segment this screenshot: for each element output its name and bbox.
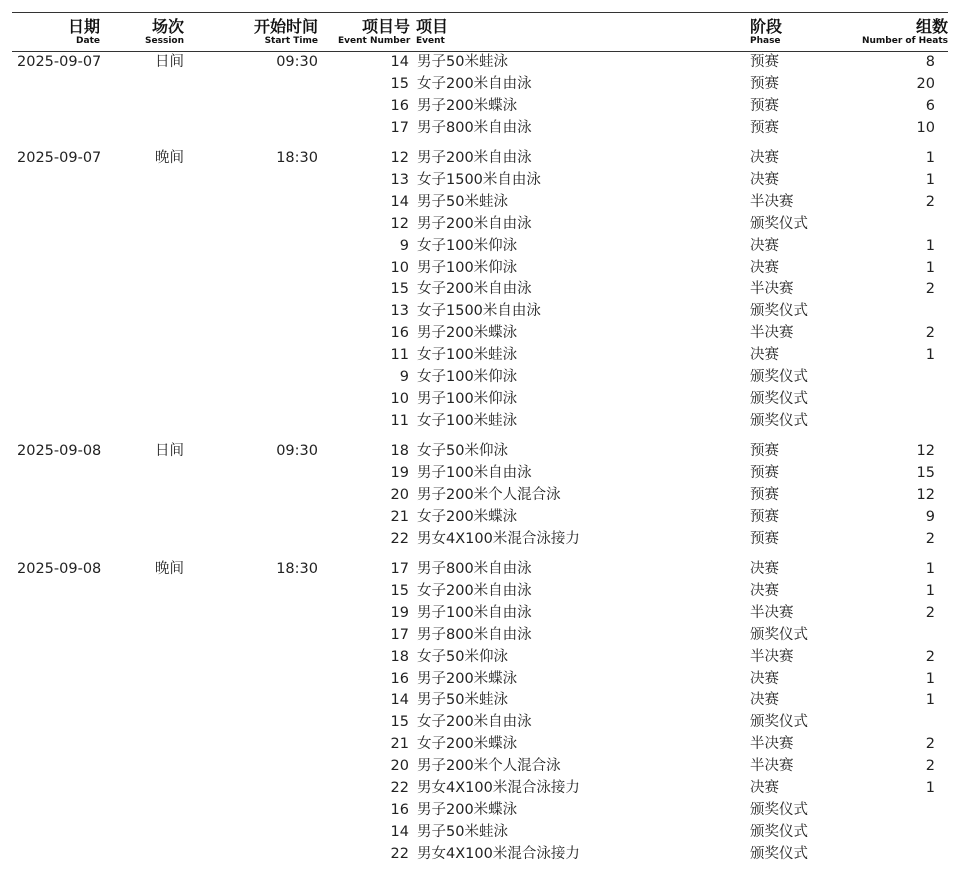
event-phase: 颁奖仪式 <box>750 390 808 407</box>
session-group <box>12 148 948 433</box>
heat-count: 1 <box>925 692 935 709</box>
header-heats-zh: 组数 <box>915 17 948 36</box>
event-number: 16 <box>390 670 409 687</box>
event-phase: 半决赛 <box>750 758 794 775</box>
event-name: 男子200米个人混合泳 <box>417 486 561 503</box>
event-phase: 半决赛 <box>750 281 794 298</box>
event-name: 男子200米蝶泳 <box>417 670 518 687</box>
table-row <box>12 712 948 734</box>
header-start-time-zh: 开始时间 <box>253 17 318 36</box>
heat-count: 1 <box>925 561 935 578</box>
session-date: 2025-09-07 <box>17 150 102 167</box>
event-name: 男子200米自由泳 <box>417 150 532 167</box>
event-number: 14 <box>390 823 409 840</box>
session-name: 晚间 <box>155 150 184 167</box>
heat-count: 10 <box>916 119 935 136</box>
header-heats <box>838 17 948 47</box>
session-name: 晚间 <box>155 561 184 578</box>
table-row <box>12 411 948 433</box>
table-row <box>12 367 948 389</box>
heat-count: 1 <box>925 259 935 276</box>
session-group <box>12 441 948 550</box>
event-number: 22 <box>390 530 409 547</box>
event-phase: 预赛 <box>750 119 779 136</box>
event-name: 男子800米自由泳 <box>417 626 532 643</box>
table-row <box>12 463 948 485</box>
table-row <box>12 170 948 192</box>
heat-count: 1 <box>925 237 935 254</box>
event-name: 男子800米自由泳 <box>417 561 532 578</box>
heat-count: 12 <box>916 443 935 460</box>
header-session <box>132 17 184 47</box>
header-date <box>12 17 100 47</box>
event-phase: 决赛 <box>750 237 779 254</box>
table-row <box>12 581 948 603</box>
event-phase: 决赛 <box>750 259 779 276</box>
event-name: 女子200米自由泳 <box>417 582 532 599</box>
header-event-number-zh: 项目号 <box>361 17 410 36</box>
table-row <box>12 214 948 236</box>
event-number: 16 <box>390 801 409 818</box>
heat-count: 9 <box>925 508 935 525</box>
table-row <box>12 529 948 551</box>
header-date-zh: 日期 <box>67 17 100 36</box>
event-number: 20 <box>390 758 409 775</box>
table-row <box>12 844 948 866</box>
session-start-time: 18:30 <box>276 561 318 578</box>
event-phase: 颁奖仪式 <box>750 215 808 232</box>
table-row <box>12 647 948 669</box>
header-phase-zh: 阶段 <box>750 17 783 36</box>
event-name: 男子100米自由泳 <box>417 465 532 482</box>
event-number: 10 <box>390 259 409 276</box>
event-phase: 颁奖仪式 <box>750 714 808 731</box>
heat-count: 2 <box>925 758 935 775</box>
table-row <box>12 485 948 507</box>
heat-count: 1 <box>925 780 935 796</box>
table-row <box>12 507 948 529</box>
event-number: 15 <box>390 75 409 92</box>
event-number: 19 <box>390 604 409 621</box>
table-row <box>12 669 948 691</box>
table-row <box>12 734 948 756</box>
event-number: 18 <box>390 648 409 665</box>
event-name: 女子1500米自由泳 <box>417 171 541 188</box>
event-name: 男子200米蝶泳 <box>417 97 518 114</box>
heat-count: 2 <box>925 604 935 621</box>
event-name: 男女4X100米混合泳接力 <box>417 780 580 796</box>
heat-count: 2 <box>925 648 935 665</box>
event-number: 9 <box>399 237 409 254</box>
event-phase: 预赛 <box>750 97 779 114</box>
event-number: 16 <box>390 97 409 114</box>
session-date: 2025-09-08 <box>17 443 102 460</box>
table-row <box>12 301 948 323</box>
event-phase: 预赛 <box>750 486 779 503</box>
session-start-time: 09:30 <box>276 54 318 70</box>
event-number: 13 <box>390 171 409 188</box>
header-heats-en: Number of Heats <box>861 36 948 46</box>
session-start-time: 18:30 <box>276 150 318 167</box>
session-date: 2025-09-08 <box>17 561 102 578</box>
session-group <box>12 52 948 140</box>
table-row <box>12 52 948 74</box>
event-name: 男子200米蝶泳 <box>417 801 518 818</box>
event-number: 15 <box>390 582 409 599</box>
event-phase: 预赛 <box>750 75 779 92</box>
event-name: 女子50米仰泳 <box>417 648 508 665</box>
header-session-zh: 场次 <box>151 17 184 36</box>
event-name: 男女4X100米混合泳接力 <box>417 530 580 547</box>
table-row <box>12 96 948 118</box>
event-name: 女子200米蝶泳 <box>417 508 518 525</box>
event-number: 14 <box>390 193 409 210</box>
event-name: 女子200米自由泳 <box>417 714 532 731</box>
event-number: 10 <box>390 390 409 407</box>
heat-count: 12 <box>916 486 935 503</box>
event-number: 15 <box>390 281 409 298</box>
event-phase: 颁奖仪式 <box>750 823 808 840</box>
event-number: 15 <box>390 714 409 731</box>
event-name: 男子100米仰泳 <box>417 259 518 276</box>
event-number: 16 <box>390 325 409 342</box>
heat-count: 2 <box>925 530 935 547</box>
heat-count: 8 <box>925 54 935 70</box>
event-phase: 预赛 <box>750 530 779 547</box>
event-phase: 颁奖仪式 <box>750 412 808 429</box>
event-number: 17 <box>390 561 409 578</box>
event-name: 女子100米蛙泳 <box>417 412 518 429</box>
heat-count: 1 <box>925 347 935 364</box>
table-row <box>12 258 948 280</box>
event-phase: 决赛 <box>750 561 779 578</box>
table-row <box>12 559 948 581</box>
table-row <box>12 756 948 778</box>
event-number: 21 <box>390 508 409 525</box>
event-phase: 决赛 <box>750 171 779 188</box>
event-phase: 决赛 <box>750 150 779 167</box>
heat-count: 2 <box>925 281 935 298</box>
event-name: 女子50米仰泳 <box>417 443 508 460</box>
header-event-zh: 项目 <box>416 17 449 36</box>
table-row <box>12 192 948 214</box>
heat-count: 6 <box>925 97 935 114</box>
event-phase: 预赛 <box>750 54 779 70</box>
event-name: 男子200米蝶泳 <box>417 325 518 342</box>
event-name: 男子50米蛙泳 <box>417 193 508 210</box>
session-start-time: 09:30 <box>276 443 318 460</box>
heat-count: 2 <box>925 193 935 210</box>
header-event <box>416 17 616 47</box>
event-number: 14 <box>390 54 409 70</box>
table-row <box>12 74 948 96</box>
heat-count: 1 <box>925 171 935 188</box>
session-date: 2025-09-07 <box>17 54 102 70</box>
event-phase: 决赛 <box>750 582 779 599</box>
event-name: 男子50米蛙泳 <box>417 54 508 70</box>
table-row <box>12 279 948 301</box>
event-name: 男子50米蛙泳 <box>417 692 508 709</box>
event-phase: 颁奖仪式 <box>750 801 808 818</box>
table-row <box>12 345 948 367</box>
heat-count: 1 <box>925 582 935 599</box>
header-event-number-en: Event Number <box>338 36 411 46</box>
session-name: 日间 <box>155 443 184 460</box>
event-name: 男子200米个人混合泳 <box>417 758 561 775</box>
table-body <box>12 52 948 866</box>
table-row <box>12 690 948 712</box>
table-row <box>12 800 948 822</box>
event-number: 12 <box>390 150 409 167</box>
heat-count: 20 <box>916 75 935 92</box>
event-name: 男子50米蛙泳 <box>417 823 508 840</box>
session-name: 日间 <box>155 54 184 70</box>
event-number: 17 <box>390 119 409 136</box>
event-name: 男子100米仰泳 <box>417 390 518 407</box>
event-phase: 预赛 <box>750 508 779 525</box>
heat-count: 1 <box>925 670 935 687</box>
table-row <box>12 323 948 345</box>
event-phase: 决赛 <box>750 347 779 364</box>
event-number: 13 <box>390 303 409 320</box>
heat-count: 2 <box>925 736 935 753</box>
event-number: 11 <box>390 412 409 429</box>
header-phase <box>750 17 830 47</box>
heat-count: 2 <box>925 325 935 342</box>
event-phase: 预赛 <box>750 465 779 482</box>
heat-count: 15 <box>916 465 935 482</box>
event-name: 男子100米自由泳 <box>417 604 532 621</box>
event-name: 女子100米蛙泳 <box>417 347 518 364</box>
event-phase: 决赛 <box>750 780 779 796</box>
table-row <box>12 822 948 844</box>
event-number: 22 <box>390 780 409 796</box>
event-phase: 颁奖仪式 <box>750 845 808 862</box>
event-number: 22 <box>390 845 409 862</box>
table-row <box>12 625 948 647</box>
table-row <box>12 118 948 140</box>
event-number: 21 <box>390 736 409 753</box>
session-group <box>12 559 948 865</box>
event-phase: 预赛 <box>750 443 779 460</box>
event-number: 19 <box>390 465 409 482</box>
event-phase: 半决赛 <box>750 648 794 665</box>
event-number: 11 <box>390 347 409 364</box>
table-row <box>12 778 948 800</box>
event-phase: 颁奖仪式 <box>750 368 808 385</box>
event-phase: 半决赛 <box>750 736 794 753</box>
event-phase: 半决赛 <box>750 193 794 210</box>
event-name: 男子200米自由泳 <box>417 215 532 232</box>
header-start-time-en: Start Time <box>264 36 318 46</box>
table-row <box>12 236 948 258</box>
event-phase: 半决赛 <box>750 325 794 342</box>
event-phase: 颁奖仪式 <box>750 303 808 320</box>
event-phase: 决赛 <box>750 692 779 709</box>
event-name: 女子200米自由泳 <box>417 281 532 298</box>
heat-count: 1 <box>925 150 935 167</box>
event-number: 17 <box>390 626 409 643</box>
event-name: 女子200米蝶泳 <box>417 736 518 753</box>
table-row <box>12 441 948 463</box>
event-number: 14 <box>390 692 409 709</box>
event-name: 女子100米仰泳 <box>417 237 518 254</box>
table-row <box>12 603 948 625</box>
table-header <box>12 12 948 52</box>
event-number: 20 <box>390 486 409 503</box>
event-phase: 半决赛 <box>750 604 794 621</box>
header-date-en: Date <box>76 36 100 46</box>
event-name: 男女4X100米混合泳接力 <box>417 845 580 862</box>
schedule-table <box>12 12 948 866</box>
event-phase: 决赛 <box>750 670 779 687</box>
event-name: 男子800米自由泳 <box>417 119 532 136</box>
event-number: 12 <box>390 215 409 232</box>
header-event-number <box>338 17 410 47</box>
event-number: 18 <box>390 443 409 460</box>
header-event-en: Event <box>416 36 445 46</box>
event-name: 女子1500米自由泳 <box>417 303 541 320</box>
event-phase: 颁奖仪式 <box>750 626 808 643</box>
header-phase-en: Phase <box>750 36 781 46</box>
event-number: 9 <box>399 368 409 385</box>
event-name: 女子200米自由泳 <box>417 75 532 92</box>
table-row <box>12 389 948 411</box>
header-session-en: Session <box>145 36 184 46</box>
header-start-time <box>232 17 318 47</box>
event-name: 女子100米仰泳 <box>417 368 518 385</box>
table-row <box>12 148 948 170</box>
